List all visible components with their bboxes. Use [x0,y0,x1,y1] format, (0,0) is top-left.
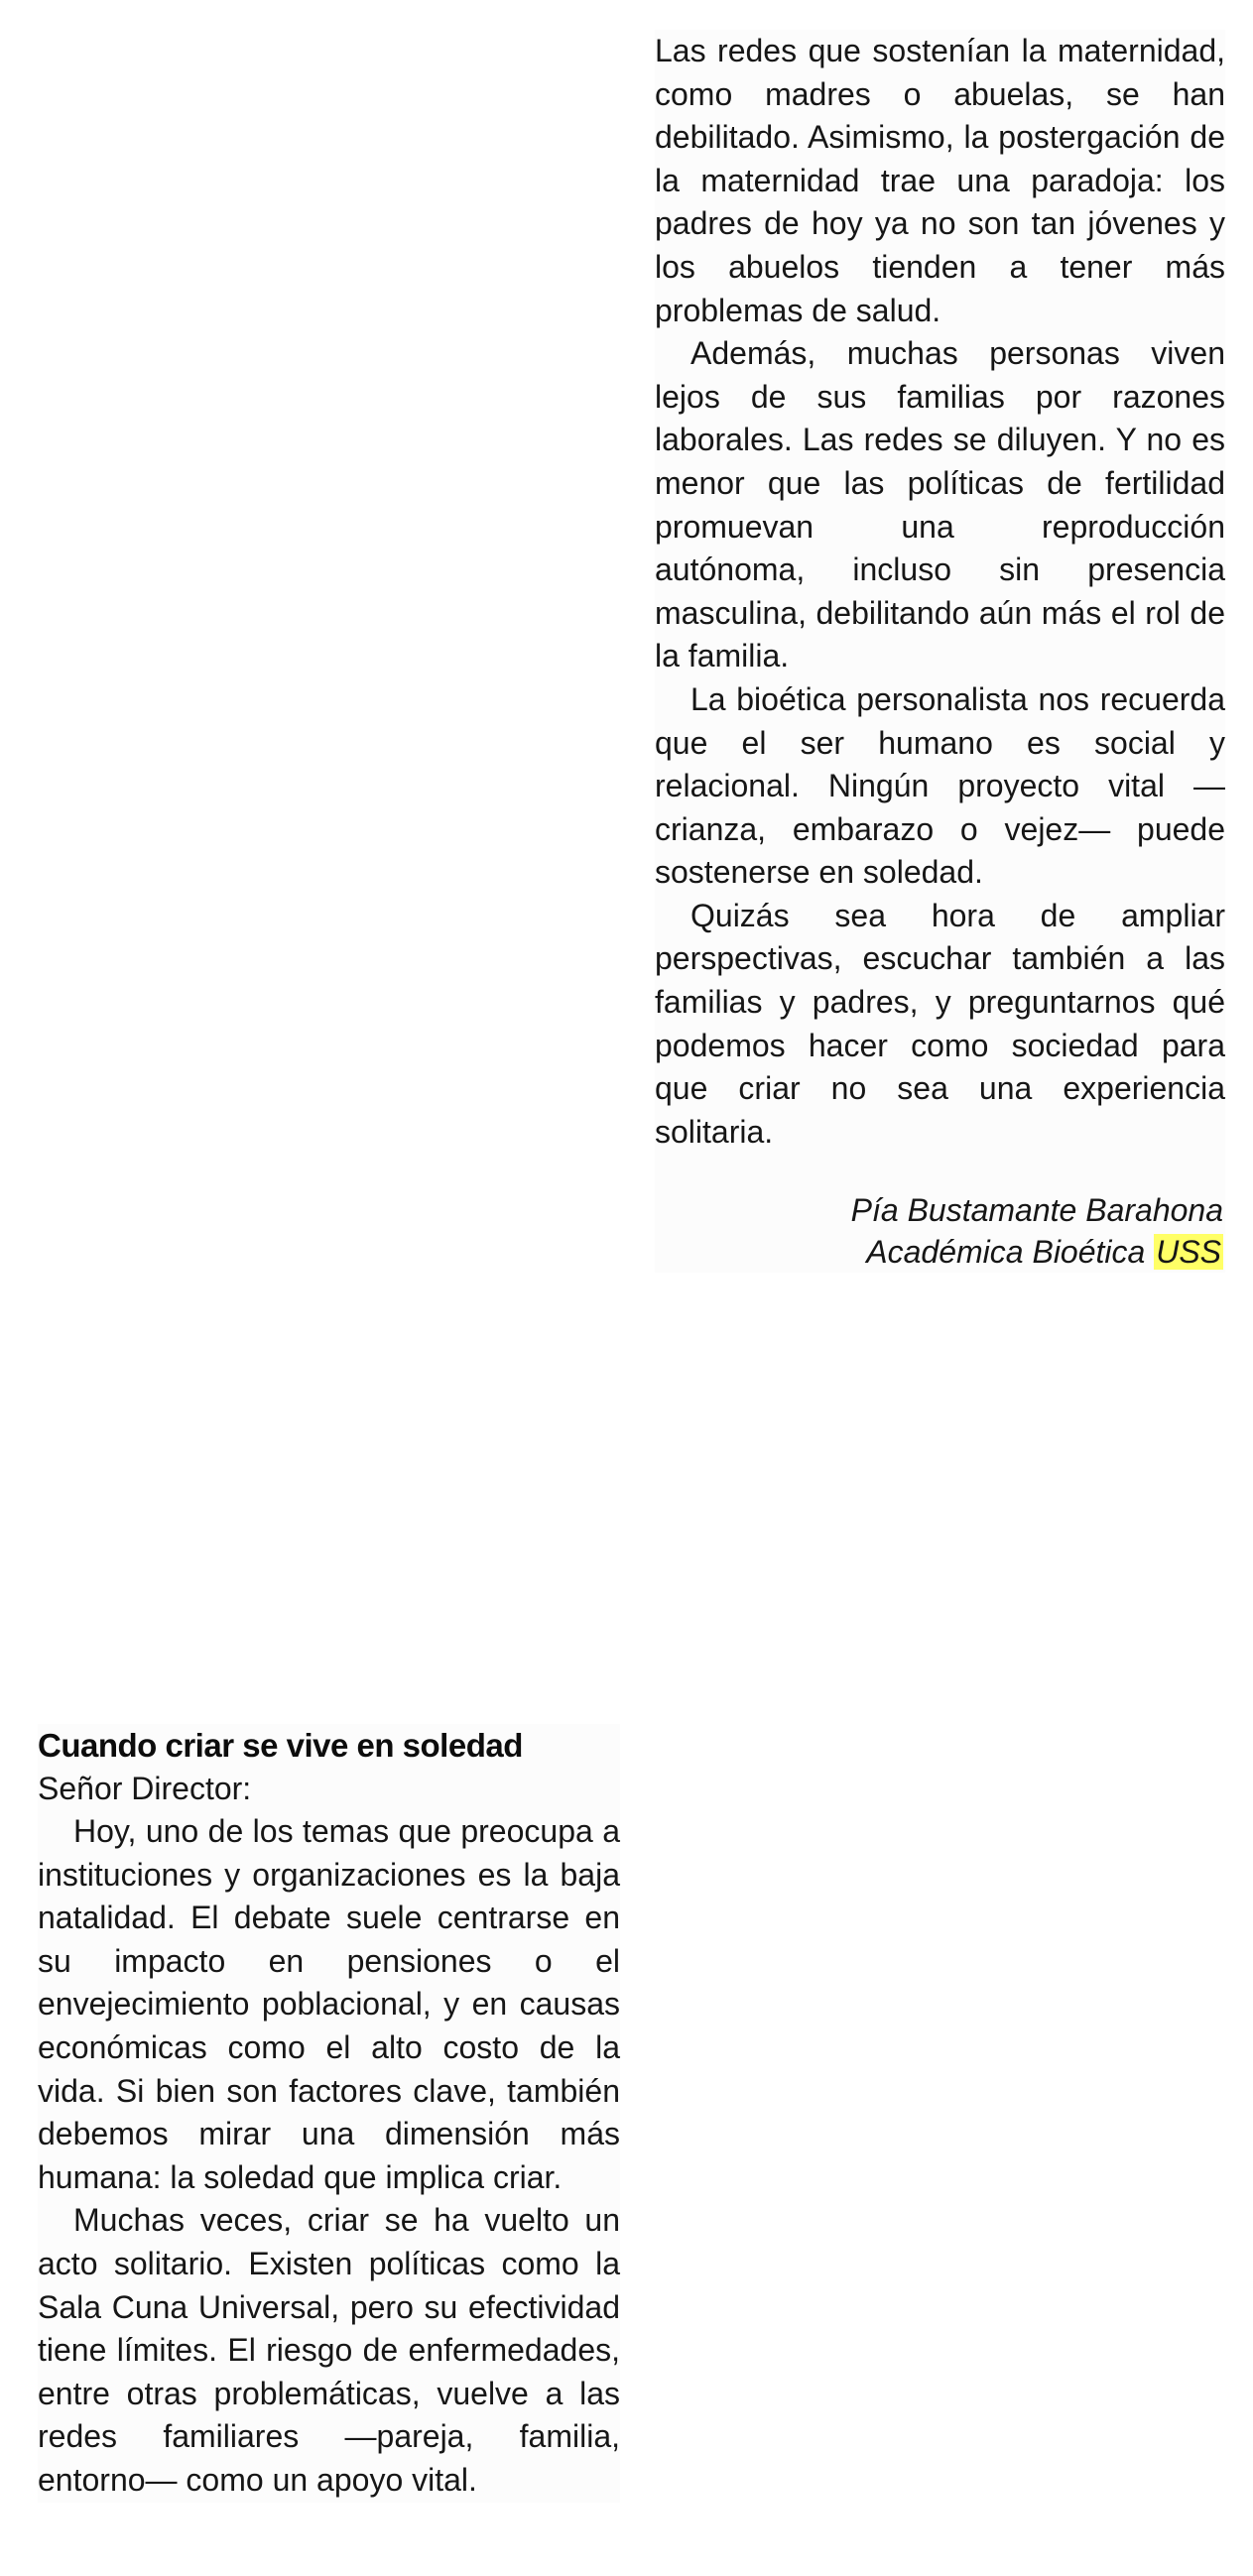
body-paragraph: Hoy, uno de los temas que preocupa a instituciones y organizaciones es la baja natalidad. El debate suele centrarse en su impacto en pensiones o el envejecimiento poblacional, y en causas económicas como el alto costo de la vida. Si bien son factores clave, también debemos mirar una dimensión más humana: la soledad que implica criar. [38,1813,620,2195]
body-paragraph: Muchas veces, criar se ha vuelto un acto solitario. Existen políticas como la Sala Cuna Universal, pero su efectividad tiene límites. El riesgo de enfermedades, entre otras problemáticas, vuelve a las redes familiares —pareja, familia, entorno— como un apoyo vital. [38,2202,620,2498]
letter-title: Cuando criar se vive en soledad [38,1727,523,1764]
letter-start-column [38,1724,620,2503]
signature-block [655,1189,1225,1273]
author-role: Académica Bioética [866,1234,1146,1271]
body-paragraph: Además, muchas personas viven lejos de sus familias por razones laborales. Las redes se diluyen. Y no es menor que las políticas de fertilidad promuevan una reproducción autónoma, incluso sin presencia masculina, debilitando aún más el rol de la familia. [655,335,1225,675]
author-name: Pía Bustamante Barahona [850,1192,1223,1229]
salutation: Señor Director: [38,1771,252,1806]
body-paragraph: La bioética personalista nos recuerda que el ser humano es social y relacional. Ningún proyecto vital —crianza, embarazo o vejez— puede sostenerse en soledad. [655,680,1225,891]
letter-continuation-column [655,30,1225,1273]
body-paragraph: Las redes que sostenían la maternidad, como madres o abuelas, se han debilitado. Asimismo, la postergación de la maternidad trae una paradoja: los padres de hoy ya no son tan jóvenes y los abuelos tienden a tener más problemas de salud. [655,33,1225,328]
author-affiliation [655,1231,1223,1273]
body-paragraph: Quizás sea hora de ampliar perspectivas, escuchar también a las familias y padres, y preguntarnos qué podemos hacer como sociedad para que criar no sea una experiencia solitaria. [655,897,1225,1150]
institution-highlight: USS [1156,1234,1221,1271]
